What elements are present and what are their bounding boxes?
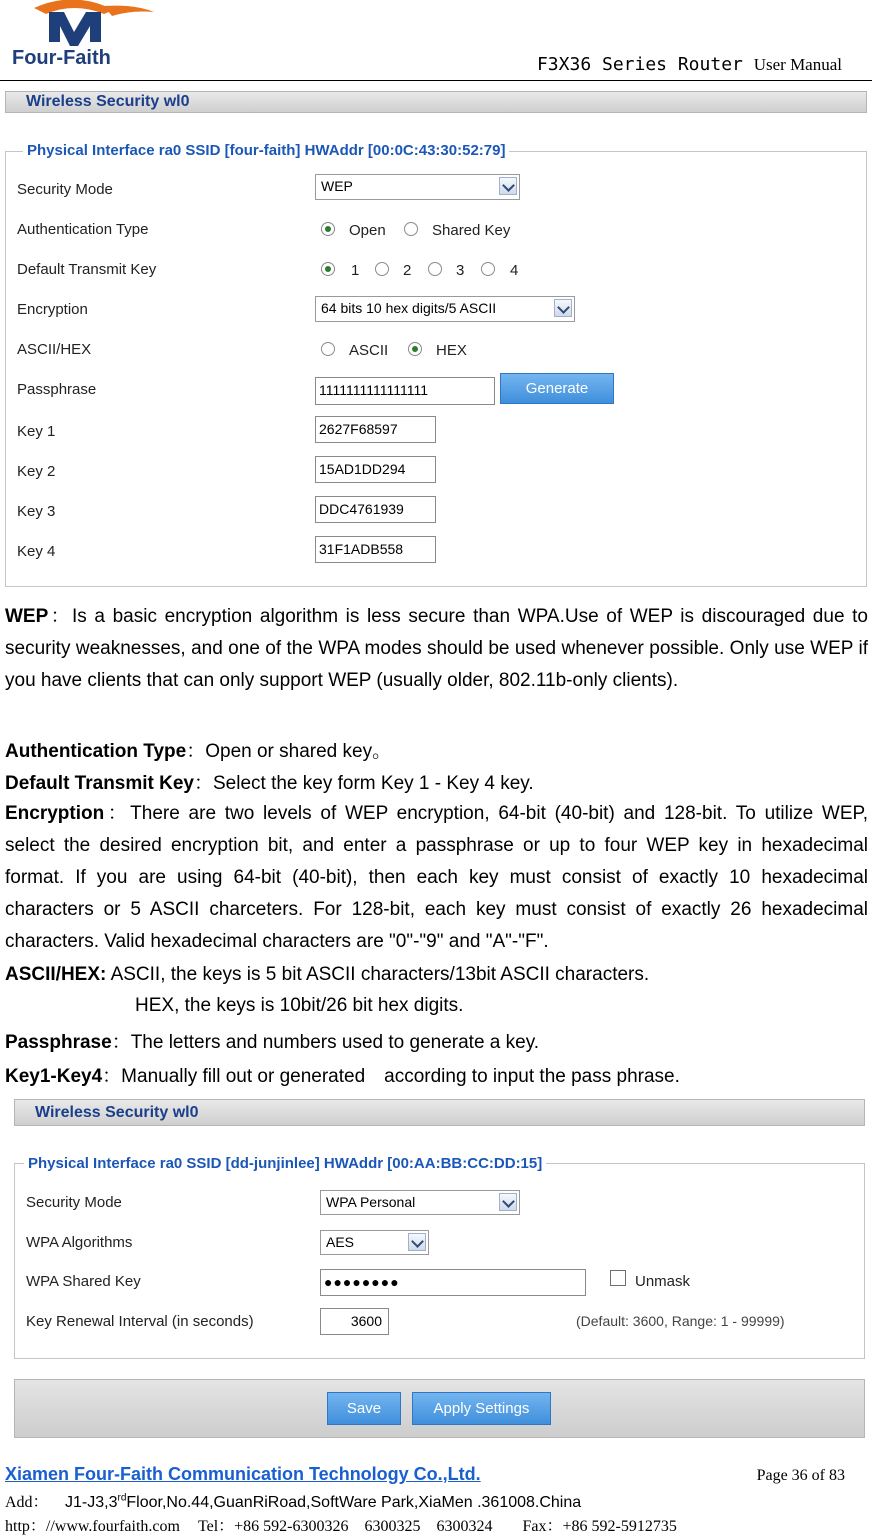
wpa-shared-key-input[interactable]: ●●●●●●●● (320, 1269, 586, 1296)
apply-settings-button[interactable]: Apply Settings (412, 1392, 551, 1425)
key4-label: Key 4 (17, 543, 56, 560)
default-key-2-label: 2 (403, 262, 412, 279)
key2-label: Key 2 (17, 463, 56, 480)
passphrase-label: Passphrase (17, 381, 97, 398)
auth-open-radio[interactable] (321, 222, 335, 236)
default-key-4-radio[interactable] (481, 262, 495, 276)
ascii-hex-paragraph (5, 964, 649, 986)
fieldset-legend: Physical Interface ra0 SSID [dd-junjinlee] HWAddr [00:AA:BB:CC:DD:15] (24, 1155, 546, 1172)
address-label: Add： (5, 1494, 49, 1511)
auth-open-label: Open (349, 222, 386, 239)
wpa-shared-key-label: WPA Shared Key (26, 1273, 141, 1290)
auth-shared-label: Shared Key (432, 222, 511, 239)
encryption-value: 64 bits 10 hex digits/5 ASCII (321, 300, 497, 316)
header-manual-label: User Manual (753, 55, 842, 74)
ascii-hex-paragraph-hex: HEX, the keys is 10bit/26 bit hex digits. (135, 995, 464, 1016)
encryption-paragraph (5, 798, 868, 958)
wpa-algorithms-value: AES (326, 1234, 355, 1250)
ah-term: ASCII/HEX: (5, 964, 107, 985)
wpa-algorithms-label: WPA Algorithms (26, 1234, 133, 1251)
header-divider (0, 80, 872, 81)
section-bar: Wireless Security wl0 (14, 1099, 865, 1126)
address-pre: J1-J3,3 (65, 1494, 118, 1511)
key3-label: Key 3 (17, 503, 56, 520)
chevron-down-icon (554, 299, 572, 317)
footer-contact (5, 1513, 677, 1536)
passphrase-paragraph (5, 1027, 539, 1054)
four-faith-logo (4, 0, 164, 72)
default-key-4-label: 4 (510, 262, 519, 279)
footer-address (5, 1489, 581, 1512)
pp-term: Passphrase (5, 1032, 112, 1053)
auth-type-paragraph (5, 736, 391, 763)
wep-paragraph (5, 601, 868, 697)
generate-button[interactable]: Generate (500, 373, 614, 404)
encryption-select[interactable] (315, 296, 575, 322)
enc-desc: ：There are two levels of WEP encryption, 64-bit (40-bit) and 128-bit. To utilize WEP, select the desired encryption bit, and enter a passphrase or up to four WEP key in hexadecimal format. If you are using 64-bit (40-bit), then each key must consist of exactly 10 hexadecimal characters or 5 ASCII charceters. For 128-bit, each key must consist of exactly 26 hexadecimal characters. Valid hexadecimal characters are "0"-"9" and "A"-"F". (5, 803, 868, 952)
section-bar: Wireless Security wl0 (5, 91, 867, 113)
security-mode-label: Security Mode (17, 181, 113, 198)
security-mode-label: Security Mode (26, 1194, 122, 1211)
pp-desc: ：The letters and numbers used to generate a key. (111, 1032, 540, 1053)
ascii-hex-label: ASCII/HEX (17, 341, 92, 358)
hex-radio[interactable] (408, 342, 422, 356)
key-renewal-input[interactable]: 3600 (320, 1308, 389, 1335)
wep-term: WEP (5, 606, 49, 627)
save-button[interactable]: Save (327, 1392, 401, 1425)
ah-desc-ascii: ASCII, the keys is 5 bit ASCII characters/13bit ASCII characters. (106, 964, 650, 985)
fieldset-legend: Physical Interface ra0 SSID [four-faith] HWAddr [00:0C:43:30:52:79] (23, 142, 509, 159)
address-post: Floor,No.44,GuanRiRoad,SoftWare Park,XiaMen .361008.China (126, 1494, 582, 1511)
wpa-algorithms-select[interactable] (320, 1230, 429, 1255)
key4-input[interactable]: 31F1ADB558 (315, 536, 436, 563)
security-mode-value: WPA Personal (326, 1194, 416, 1210)
default-key-label: Default Transmit Key (17, 261, 157, 278)
telephone: Tel：+86 592-6300326 6300325 6300324 (197, 1518, 493, 1535)
unmask-label: Unmask (635, 1273, 691, 1290)
key2-input[interactable]: 15AD1DD294 (315, 456, 436, 483)
security-mode-value: WEP (321, 178, 353, 194)
keys-paragraph (5, 1061, 680, 1088)
chevron-down-icon (499, 177, 517, 195)
ascii-radio-label: ASCII (349, 342, 389, 359)
unmask-checkbox[interactable] (610, 1270, 626, 1286)
physical-interface-fieldset (5, 151, 867, 587)
enc-term: Encryption (5, 803, 105, 824)
security-mode-select[interactable] (320, 1190, 520, 1215)
auth-shared-radio[interactable] (404, 222, 418, 236)
key1-input[interactable]: 2627F68597 (315, 416, 436, 443)
default-key-2-radio[interactable] (375, 262, 389, 276)
auth-term: Authentication Type (5, 741, 187, 762)
key-renewal-label: Key Renewal Interval (in seconds) (26, 1313, 254, 1330)
dtk-term: Default Transmit Key (5, 773, 194, 794)
security-mode-select[interactable] (315, 174, 520, 200)
page-number: Page 36 of 83 (756, 1467, 845, 1484)
wep-desc: ：Is a basic encryption algorithm is less secure than WPA.Use of WEP is discouraged due to security weaknesses, and one of the WPA modes should be used whenever possible. Only use WEP if you have clients that can only support WEP (usually older, 802.11b-only clients). (5, 606, 868, 691)
default-key-3-label: 3 (456, 262, 465, 279)
encryption-label: Encryption (17, 301, 88, 318)
footer-company[interactable]: Xiamen Four-Faith Communication Technology Co.,Ltd. (5, 1464, 481, 1484)
dtk-desc: ：Select the key form Key 1 - Key 4 key. (194, 773, 534, 794)
passphrase-input[interactable]: 1111111111111111 (315, 377, 495, 405)
address-sup: rd (117, 1492, 127, 1504)
chevron-down-icon (408, 1233, 426, 1251)
default-key-3-radio[interactable] (428, 262, 442, 276)
fax: Fax：+86 592-5912735 (522, 1518, 677, 1535)
header-series: F3X36 Series Router (536, 54, 743, 75)
hex-radio-label: HEX (436, 342, 467, 359)
screenshot-wpa (14, 1099, 865, 1438)
auth-type-label: Authentication Type (17, 221, 149, 238)
website[interactable]: http：//www.fourfaith.com (5, 1518, 180, 1535)
chevron-down-icon (499, 1193, 517, 1211)
header-title (537, 54, 842, 75)
auth-desc: ：Open or shared key。 (186, 741, 392, 762)
default-key-1-radio[interactable] (321, 262, 335, 276)
default-key-paragraph (5, 768, 534, 795)
key-renewal-hint: (Default: 3600, Range: 1 - 99999) (576, 1313, 785, 1329)
k14-term: Key1-Key4 (5, 1066, 103, 1087)
k14-desc: ：Manually fill out or generated according to input the pass phrase. (102, 1066, 680, 1087)
logo-text: Four-Faith (12, 47, 111, 69)
key1-label: Key 1 (17, 423, 56, 440)
ascii-radio[interactable] (321, 342, 335, 356)
screenshot-wep (5, 91, 867, 587)
default-key-1-label: 1 (351, 262, 360, 279)
key3-input[interactable]: DDC4761939 (315, 496, 436, 523)
